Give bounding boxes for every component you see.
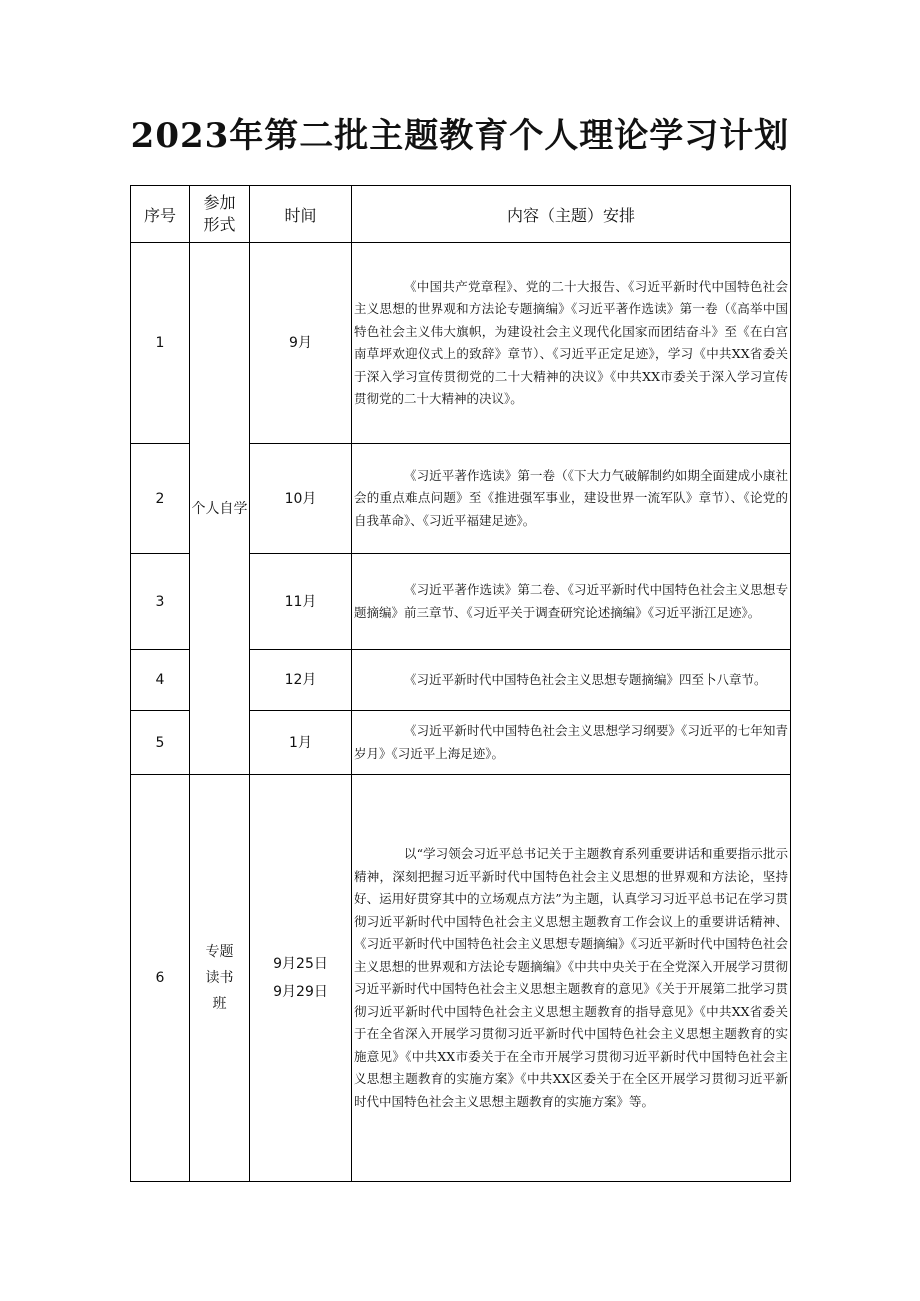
row-time — [250, 775, 352, 1182]
row-num: 2 — [131, 444, 190, 554]
row-content — [352, 444, 791, 554]
row-num: 1 — [131, 243, 190, 444]
study-plan-table — [130, 185, 791, 1182]
row-content — [352, 243, 791, 444]
header-form-line1: 参加 — [203, 193, 236, 212]
table-row — [131, 243, 791, 444]
header-form-line2: 形式 — [203, 215, 236, 234]
row-content-text: 《习近平新时代中国特色社会主义思想专题摘编》四至卜八章节。 — [404, 671, 767, 687]
header-num: 序号 — [131, 186, 190, 243]
row-time-end: 9月29日 — [273, 984, 328, 1000]
header-content: 内容（主题）安排 — [352, 186, 791, 243]
table-header-row — [131, 186, 791, 243]
row-time: 12月 — [250, 650, 352, 711]
row-time-start: 9月25日 — [273, 956, 328, 972]
row-content — [352, 650, 791, 711]
row-time: 1月 — [250, 711, 352, 775]
header-time: 时间 — [250, 186, 352, 243]
row-form-personal: 个人自学 — [190, 243, 250, 775]
table-row — [131, 775, 791, 1182]
row-content-text: 以“学习领会习近平总书记关于主题教育系列重要讲话和重要指示批示精神，深刻把握习近平新时代中国特色社会主义思想的世界观和方法论，坚持好、运用好贯穿其中的立场观点方法”为主题，认真学习习近平总书记在学习贯彻习近平新时代中国特色社会主义思想主题教育工作会议上的重要讲话精神、《习近平新时代中国特色社会主义思想专题摘编》《习近平新时代中国特色社会主义思想的世界观和方法论专题摘编》《中共中央关于在全党深入开展学习贯彻习近平新时代中国特色社会主义思想主题教育的意见》《关于开展第二批学习贯彻习近平新时代中国特色社会主义思想主题教育的指导意见》《中共XX省委关于在全省深入开展学习贯彻习近平新时代中国特色社会主义思想主题教育的实施意见》《中共XX市委关于在全市开展学习贯彻习近平新时代中国特色社会主义思想主题教育的实施方案》《中共XX区委关于在全区开展学习贯彻习近平新时代中国特色社会主义思想主题教育的实施方案》等。 — [354, 846, 788, 1109]
row-content-text: 《习近平新时代中国特色社会主义思想学习纲要》《习近平的七年知青岁月》《习近平上海足迹》。 — [354, 723, 788, 761]
row-time: 11月 — [250, 554, 352, 650]
header-form — [190, 186, 250, 243]
row-form-study-class — [190, 775, 250, 1182]
document-title: 2023年第二批主题教育个人理论学习计划 — [130, 116, 790, 156]
row-num: 3 — [131, 554, 190, 650]
row-time: 10月 — [250, 444, 352, 554]
row-content — [352, 554, 791, 650]
row-content-text: 《习近平著作选读》第二卷、《习近平新时代中国特色社会主义思想专题摘编》前三章节、《习近平关于调查研究论述摘编》《习近平浙江足迹》。 — [354, 582, 788, 620]
row-content — [352, 711, 791, 775]
row-time: 9月 — [250, 243, 352, 444]
row-content — [352, 775, 791, 1182]
row-form-text: 专题读书班 — [205, 944, 234, 1012]
row-num: 5 — [131, 711, 190, 775]
row-num: 4 — [131, 650, 190, 711]
row-content-text: 《中国共产党章程》、党的二十大报告、《习近平新时代中国特色社会主义思想的世界观和方法论专题摘编》《习近平著作选读》第一卷（《高举中国特色社会主义伟大旗帜，为建设社会主义现代化国家而团结奋斗》至《在白宫南草坪欢迎仪式上的致辞》章节）、《习近平正定足迹》，学习《中共XX省委关于深入学习宣传贯彻党的二十大精神的决议》《中共XX市委关于深入学习宣传贯彻党的二十大精神的决议》。 — [354, 278, 788, 406]
row-num: 6 — [131, 775, 190, 1182]
row-content-text: 《习近平著作选读》第一卷（《下大力气破解制约如期全面建成小康社会的重点难点问题》至《推进强军事业，建设世界一流军队》章节）、《论党的自我革命》、《习近平福建足迹》。 — [354, 467, 788, 528]
